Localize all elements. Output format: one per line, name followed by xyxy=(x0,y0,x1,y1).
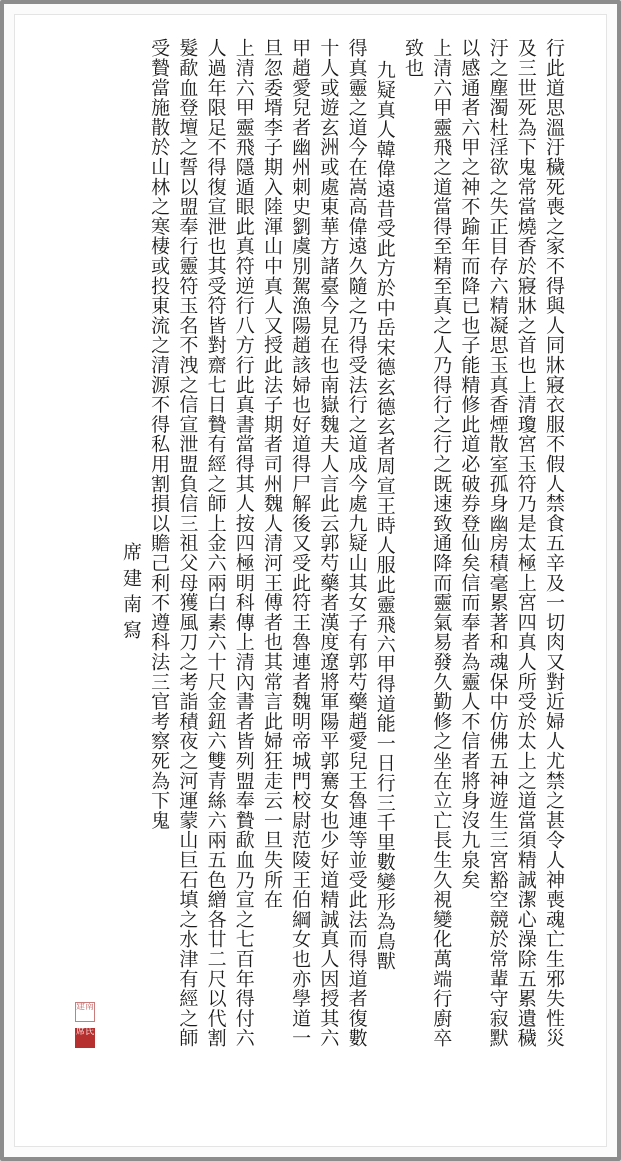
text-column-4: 以感通者六甲之神不踰年而降已也子能精修此道必破券登仙矣信而奉者為靈人不信者將身沒九泉矣 xyxy=(458,38,481,890)
text-column-15: 受贄當施散於山林之寒棲或投東流之清源不得私用割損以贍己利不遵科法三官考察死為下鬼 xyxy=(148,38,171,830)
text-column-14: 髮歃血登壇之誓以盟奉行靈符玉名不洩之信宣泄盟負信三祖父母獲風刀之考詣積夜之河運蒙山巨石填之水津有經之師 xyxy=(176,38,199,1048)
calligraphy-text xyxy=(48,38,568,1098)
text-column-13: 人過年限足不得復宣泄也其受符皆對齋七日贄有經之師上金六兩白素六十尺金鈕六雙青絲六兩五色繒各廿二尺以代割 xyxy=(204,38,227,1048)
seal-red-square: 席氏 xyxy=(75,1028,95,1048)
text-column-1: 行此道思溫汙穢死喪之家不得與人同牀寢衣服不假人禁食五辛及一切肉又對近婦人尤禁之甚令人神喪魂亡生邪失性災 xyxy=(543,38,565,1048)
text-column-3: 汙之塵濁杜淫欲之失正目存六精凝思玉真香煙散室孤身幽房積毫累著和魂保中仿佛五神遊生三宮豁空競於常輩守寂默 xyxy=(486,38,509,1048)
text-column-9: 十人或遊玄洲或處東華方諸臺今見在也南嶽魏夫人言此云郭芍藥者漢度遼將軍陽平郭騫女也少好道精誠真人因授其六 xyxy=(317,38,340,1048)
text-column-5: 上清六甲靈飛之道當得至精至真之人乃得行之行之既速致通降而靈氣易發久勤修之坐在立亡長生久視變化萬端行廚卒 xyxy=(430,38,453,1048)
text-column-2: 及三世死為下鬼常當燒香於寢牀之首也上清瓊宮玉符乃是太極上宮四真人所受於太上之道當須精誠潔心澡除五累遺穢 xyxy=(514,38,537,1048)
text-column-8: 得真靈之道今在嵩高偉遠久隨之乃得受法行之道成今處九疑山其女子有郭芍藥趙愛兒王魯連等並受此法而得道者復數 xyxy=(345,38,368,1048)
signature-column: 席建南寫 xyxy=(119,541,142,646)
artist-seals xyxy=(75,1002,97,1050)
text-column-6: 致也 xyxy=(401,38,424,78)
text-column-12: 上清六甲靈飛隱遁眼此真符逆行八方行此真書當得其人按四極明科傳上清內書者皆列盟奉贄歃血乃宣之七百年得付六 xyxy=(232,38,255,1048)
text-column-11: 旦忽委壻李子期入陸渾山中真人又授此法子期者司州魏人清河王傅者也其常言此婦狂走云一旦失所在 xyxy=(260,38,283,910)
seal-white-text: 建南 xyxy=(75,1002,95,1022)
text-column-10: 甲趙愛兒者幽州刺史劉虞別駕漁陽趙該婦也好道得尸解後又受此符王魯連者魏明帝城門校尉范陵王伯綱女也亦學道一 xyxy=(289,38,312,1048)
text-column-7: 九疑真人韓偉遠昔受此方於中岳宋德玄德玄者周宣王時人服此靈飛六甲得道能一日行三千里數變形為鳥獸 xyxy=(373,59,396,971)
